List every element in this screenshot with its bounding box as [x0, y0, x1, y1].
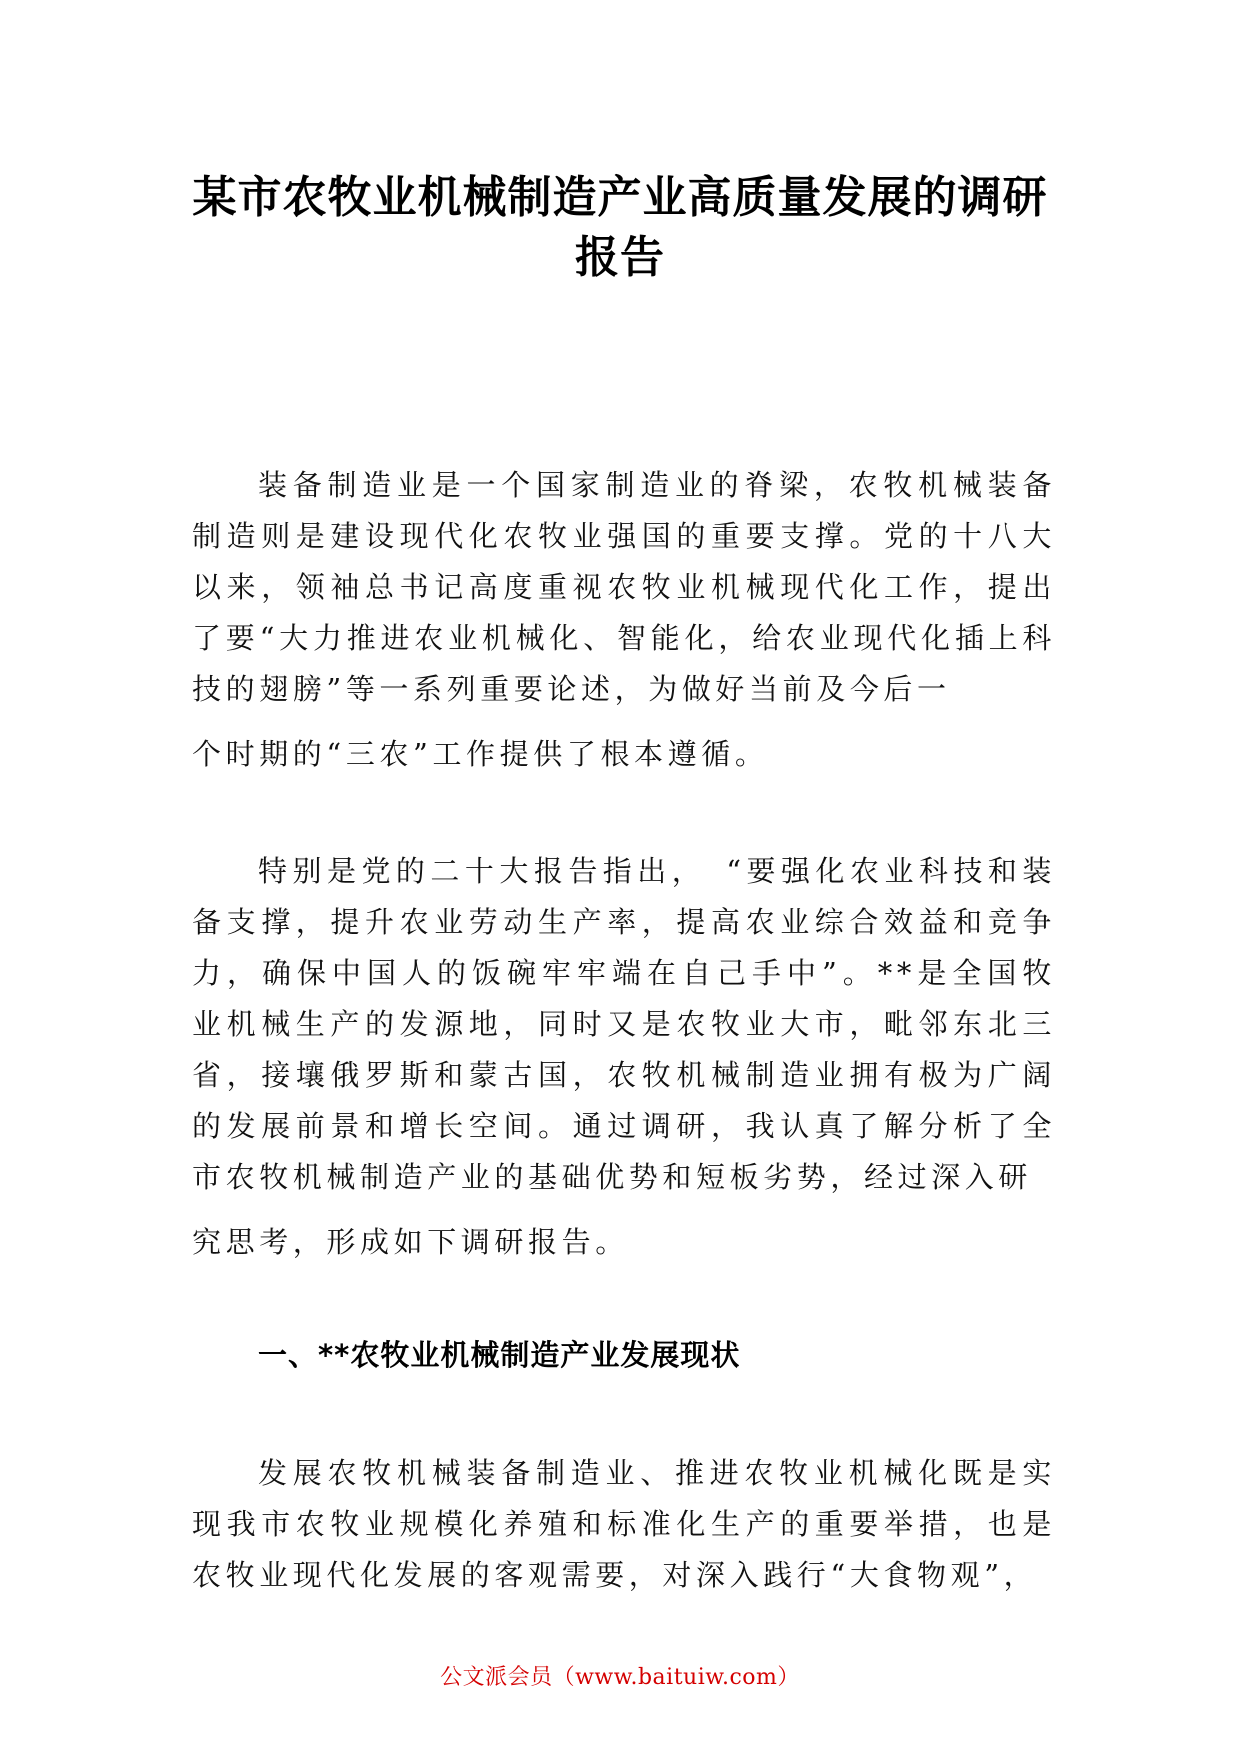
paragraph-tail: 究思考，形成如下调研报告。	[192, 1225, 629, 1259]
footer-watermark[interactable]	[0, 1663, 1240, 1693]
paragraph-section-one	[192, 1448, 1056, 1601]
document-title	[180, 168, 1060, 288]
paragraph-tail: 个时期的“三农”工作提供了根本遵循。	[192, 737, 769, 771]
paragraph-intro	[192, 460, 1056, 780]
footer-watermark-text[interactable]: 公文派会员（www.baituiw.com）	[440, 1665, 800, 1690]
paragraph-body: 特别是党的二十大报告指出， “要强化农业科技和装备支撑，提升农业劳动生产率，提高农业综合效益和竞争力，确保中国人的饭碗牢牢端在自己手中”。**是全国牧业机械生产的发源地，同时又是农牧业大市，毗邻东北三省，接壤俄罗斯和蒙古国，农牧机械制造业拥有极为广阔的发展前景和增长空间。通过调研，我认真了解分析了全市农牧机械制造产业的基础优势和短板劣势，经过深入研	[192, 854, 1056, 1194]
paragraph-body: 装备制造业是一个国家制造业的脊梁，农牧机械装备制造则是建设现代化农牧业强国的重要支撑。党的十八大以来，领袖总书记高度重视农牧业机械现代化工作，提出了要“大力推进农业机械化、智能化，给农业现代化插上科技的翅膀”等一系列重要论述，为做好当前及今后一	[192, 468, 1056, 706]
paragraph-body: 发展农牧机械装备制造业、推进农牧业机械化既是实现我市农牧业规模化养殖和标准化生产的重要举措，也是农牧业现代化发展的客观需要，对深入践行“大食物观”，	[192, 1456, 1056, 1592]
paragraph-report-quote	[192, 846, 1056, 1268]
title-text: 某市农牧业机械制造产业高质量发展的调研报告	[192, 172, 1048, 283]
section-heading: 一、**农牧业机械制造产业发展现状	[258, 1338, 741, 1372]
